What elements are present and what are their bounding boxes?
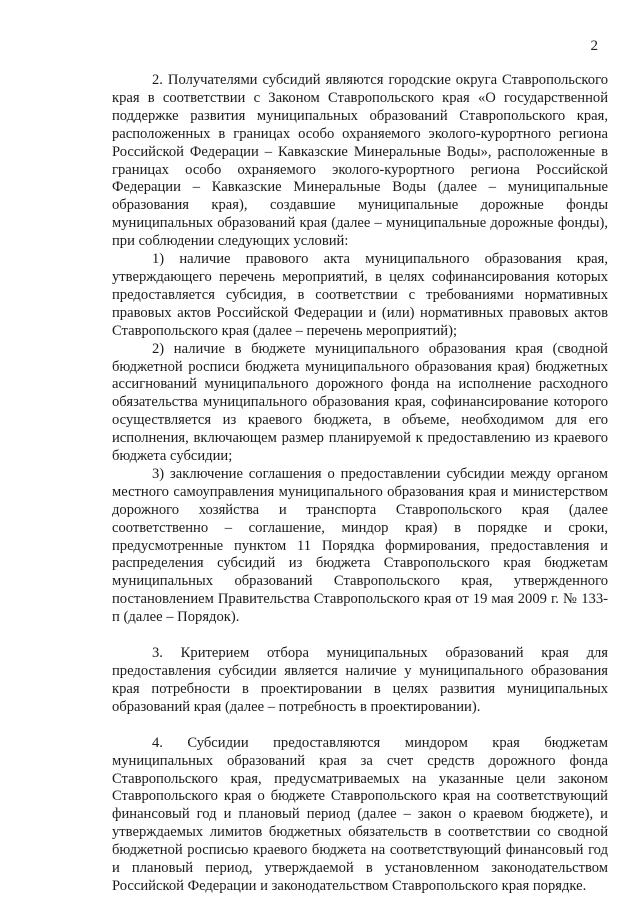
paragraph-gap xyxy=(112,717,608,735)
paragraph-gap xyxy=(112,627,608,645)
paragraph-2-recipients: 2. Получателями субсидий являются городские округа Ставропольского края в соответствии с Законом Ставропольского края «О государственной поддержке развития муниципальных образований Ставропольского края, расположенных в границах особо охраняемого эколого-курортного региона Российской Федерации – Кавказские Минеральные Воды», расположенные в границах особо охраняемого эколого-курортного региона Российской Федерации – Кавказские Минеральные Воды (далее – муниципальные образования края), создавшие муниципальные дорожные фонды муниципальных образований края (далее – муниципальные дорожные фонды), при соблюдении следующих условий: xyxy=(112,72,608,250)
condition-3: 3) заключение соглашения о предоставлении субсидии между органом местного самоуправления муниципального образования края и министерством дорожного хозяйства и транспорта Ставропольского края (далее соответственно – соглашение, миндор края) в порядке и сроки, предусмотренные пунктом 11 Порядка формирования, предоставления и распределения субсидий из бюджета Ставропольского края бюджетам муниципальных образований Ставропольского края, утвержденного постановлением Правительства Ставропольского края от 19 мая 2009 г. № 133-п (далее – Порядок). xyxy=(112,465,608,626)
condition-2: 2) наличие в бюджете муниципального образования края (сводной бюджетной росписи бюджета муниципального образования края) бюджетных ассигнований муниципального дорожного фонда на исполнение расходного обязательства муниципального образования края, софинансирование которого осуществляется из краевого бюджета, в объеме, необходимом для его исполнения, включающем размер планируемой к предоставлению из краевого бюджета субсидии; xyxy=(112,340,608,465)
condition-1: 1) наличие правового акта муниципального образования края, утверждающего перечень мероприятий, в целях софинансирования которых предоставляется субсидия, в соответствии с требованиями нормативных правовых актов Российской Федерации и (или) нормативных правовых актов Ставропольского края (далее – перечень мероприятий); xyxy=(112,251,608,339)
paragraph-3-criterion: 3. Критерием отбора муниципальных образований края для предоставления субсидии является наличие у муниципального образования края потребности в проектировании в целях развития муниципальных образований края (далее – потребность в проектировании). xyxy=(112,645,608,715)
paragraph-4-subsidies: 4. Субсидии предоставляются миндором края бюджетам муниципальных образований края за счет средств дорожного фонда Ставропольского края, предусматриваемых на указанные цели законом Ставропольского края о бюджете Ставропольского края на соответствующий финансовый год и плановый период (далее – закон о краевом бюджете), и утверждаемых лимитов бюджетных обязательств в соответствии со сводной бюджетной росписью краевого бюджета на соответствующий финансовый год и плановый период, утверждаемой в установленном законодательством Российской Федерации и законодательством Ставропольского края порядке. xyxy=(112,734,608,894)
document-body xyxy=(112,72,608,896)
page-number: 2 xyxy=(590,38,598,54)
